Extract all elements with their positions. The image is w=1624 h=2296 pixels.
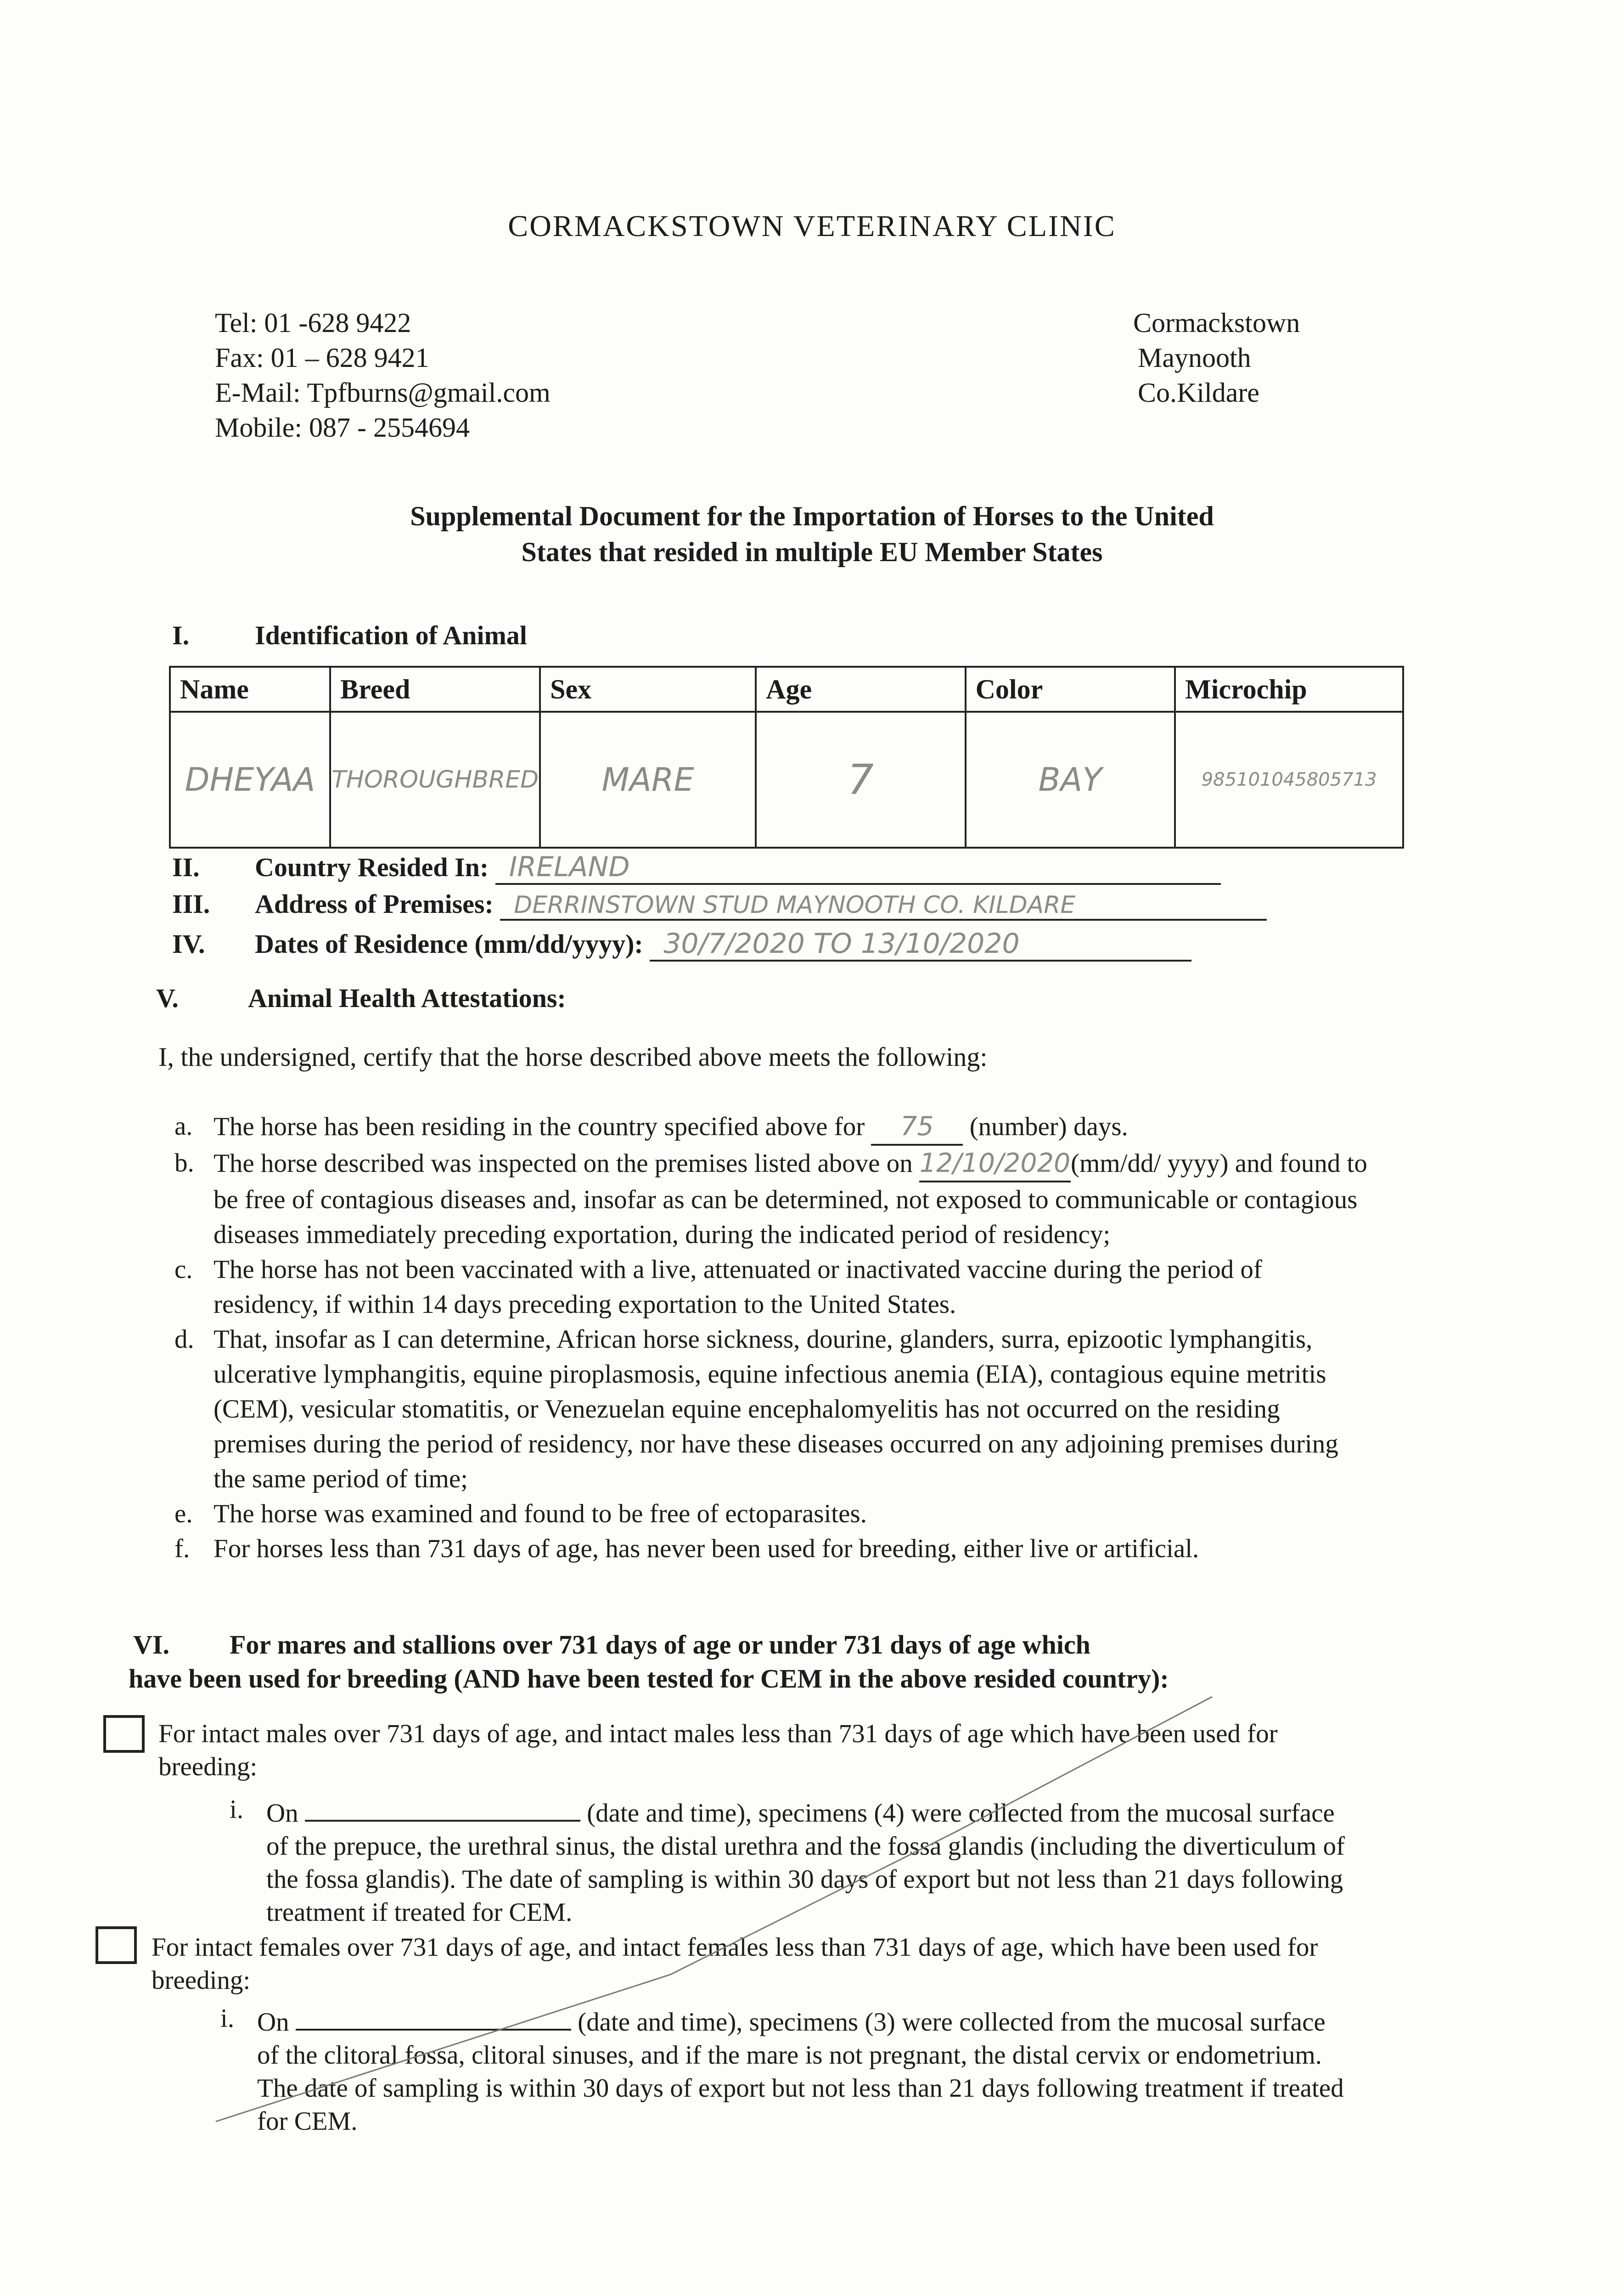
item-text: (mm/dd/ bbox=[1070, 1149, 1161, 1178]
country-value[interactable]: IRELAND bbox=[495, 851, 1221, 885]
premises-address-value[interactable]: DERRINSTOWN STUD MAYNOOTH CO. KILDARE bbox=[500, 891, 1267, 921]
item-text: The horse has been residing in the country specified above for bbox=[214, 1112, 865, 1141]
list-item: c. The horse has not been vaccinated with a live, attenuated or inactivated vaccine during the period of residency, if within 14 days preceding exportation to the United States. bbox=[174, 1252, 1368, 1322]
contact-email: E-Mail: Tpfburns@gmail.com bbox=[215, 377, 551, 408]
header-color: Color bbox=[966, 667, 1175, 712]
cell-breed: THOROUGHBRED bbox=[330, 712, 540, 848]
certify-intro: I, the undersigned, certify that the horse described above meets the following: bbox=[158, 1042, 988, 1072]
contact-tel: Tel: 01 -628 9422 bbox=[215, 308, 411, 338]
header-microchip: Microchip bbox=[1175, 667, 1403, 712]
inspection-date-value[interactable]: 12/10/2020 bbox=[919, 1146, 1071, 1182]
strike-line-females bbox=[216, 1975, 670, 2122]
section-number: II. bbox=[172, 852, 200, 882]
section-number: VI. bbox=[133, 1630, 169, 1660]
residence-dates-value[interactable]: 30/7/2020 TO 13/10/2020 bbox=[650, 928, 1191, 962]
item-text: On bbox=[266, 1799, 298, 1828]
field-label: Address of Premises: bbox=[255, 889, 494, 919]
header-sex: Sex bbox=[540, 667, 756, 712]
section-number: I. bbox=[172, 620, 190, 650]
list-item: a. The horse has been residing in the country specified above for 75 (number) days. bbox=[174, 1109, 1368, 1146]
item-text: For horses less than 731 days of age, has never been used for breeding, either live or artificial. bbox=[214, 1534, 1199, 1563]
document-title-line: Supplemental Document for the Importation of Horses to the United bbox=[410, 501, 1214, 531]
contact-mobile: Mobile: 087 - 2554694 bbox=[215, 412, 470, 443]
header-name: Name bbox=[170, 667, 330, 712]
item-text: (number) days. bbox=[969, 1112, 1128, 1141]
cell-microchip: 985101045805713 bbox=[1175, 712, 1403, 848]
section-number: V. bbox=[156, 983, 179, 1013]
section-title: Animal Health Attestations: bbox=[248, 983, 566, 1013]
item-text: The horse was examined and found to be free of ectoparasites. bbox=[214, 1499, 867, 1528]
address-line: Maynooth bbox=[1138, 343, 1251, 373]
females-heading: For intact females over 731 days of age, and intact females less than 731 days of age, which have been used for breeding: bbox=[152, 1933, 1318, 1995]
section-title: For mares and stallions over 731 days of age or under 731 days of age which bbox=[230, 1630, 1090, 1660]
item-text: That, insofar as I can determine, African horse sickness, dourine, glanders, surra, epizootic lymphangitis, ulcerative lymphangitis, equine piroplasmosis, equine infectious anemia (EIA), contagious equine metritis (CEM), vesicular stomatitis, or Venezuelan equine encephalomyelitis has not occurred on the residing premises during the period of residency, nor have these diseases occurred on any adjoining premises during the same period of time; bbox=[214, 1325, 1338, 1493]
item-text: On bbox=[257, 2008, 289, 2037]
header-age: Age bbox=[756, 667, 965, 712]
cell-color: BAY bbox=[966, 712, 1175, 848]
item-text: (date and time), specimens (3) were collected from the mucosal surface of the clitoral fossa, clitoral sinuses, and if the mare is not pregnant, the distal cervix or endometrium. The date of sampling is within 30 days of export but not less than 21 days following treatment if treated for CEM. bbox=[257, 2008, 1344, 2136]
males-heading: For intact males over 731 days of age, and intact males less than 731 days of age which have been used for breeding: bbox=[158, 1719, 1278, 1781]
item-number: i. bbox=[230, 1795, 244, 1824]
item-number: i. bbox=[220, 2004, 235, 2033]
field-label: Dates of Residence (mm/dd/yyyy): bbox=[255, 929, 643, 959]
list-item: d. That, insofar as I can determine, African horse sickness, dourine, glanders, surra, epizootic lymphangitis, ulcerative lymphangitis, equine piroplasmosis, equine infectious anemia (EIA), contagious equine metritis (CEM), vesicular stomatitis, or Venezuelan equine encephalomyelitis has not occurred on the residing premises during the period of residency, nor have these diseases occurred on any adjoining premises during the same period of time; bbox=[174, 1322, 1368, 1497]
strike-line-males bbox=[955, 1697, 1212, 1832]
days-value[interactable]: 75 bbox=[871, 1109, 963, 1146]
cell-sex: MARE bbox=[540, 712, 756, 848]
item-text: (date and time), specimens (4) were collected from the mucosal surface of the prepuce, the urethral sinus, the distal urethra and the fossa glandis (including the diverticulum of the fossa glandis). The date of sampling is within 30 days of export but not less than 21 days following treatment if treated for CEM. bbox=[266, 1799, 1345, 1927]
list-item: e. The horse was examined and found to be free of ectoparasites. bbox=[174, 1497, 1368, 1531]
section-title: Identification of Animal bbox=[255, 620, 527, 650]
section-number: IV. bbox=[172, 929, 205, 959]
document-title-line: States that resided in multiple EU Member States bbox=[521, 537, 1103, 567]
cell-name: DHEYAA bbox=[170, 712, 330, 848]
item-text: yyyy) and found to be free of contagious diseases and, insofar as can be determined, not exposed to communicable or contagious diseases immediately preceding exportation, during the indicated period of residency; bbox=[214, 1149, 1367, 1249]
address-line: Co.Kildare bbox=[1138, 377, 1259, 408]
clinic-name: CORMACKSTOWN VETERINARY CLINIC bbox=[508, 209, 1116, 243]
item-text: The horse has not been vaccinated with a live, attenuated or inactivated vaccine during the period of residency, if within 14 days preceding exportation to the United States. bbox=[214, 1255, 1262, 1319]
strike-line-middle bbox=[670, 1832, 955, 1975]
list-item: f. For horses less than 731 days of age, has never been used for breeding, either live or artificial. bbox=[174, 1531, 1368, 1566]
field-label: Country Resided In: bbox=[255, 852, 489, 882]
item-text: The horse described was inspected on the premises listed above on bbox=[214, 1149, 913, 1178]
address-line: Cormackstown bbox=[1133, 308, 1300, 338]
contact-fax: Fax: 01 – 628 9421 bbox=[215, 343, 429, 373]
cell-age: 7 bbox=[756, 712, 965, 848]
list-item: b. The horse described was inspected on the premises listed above on 12/10/2020(mm/dd/ yyyy) and found to be free of contagious diseases and, insofar as can be determined, not exposed to communicable or contagious diseases immediately preceding exportation, during the indicated period of residency; bbox=[174, 1146, 1368, 1252]
section-title: have been used for breeding (AND have been tested for CEM in the above resided country): bbox=[129, 1664, 1169, 1694]
header-breed: Breed bbox=[330, 667, 540, 712]
section-number: III. bbox=[172, 889, 210, 919]
